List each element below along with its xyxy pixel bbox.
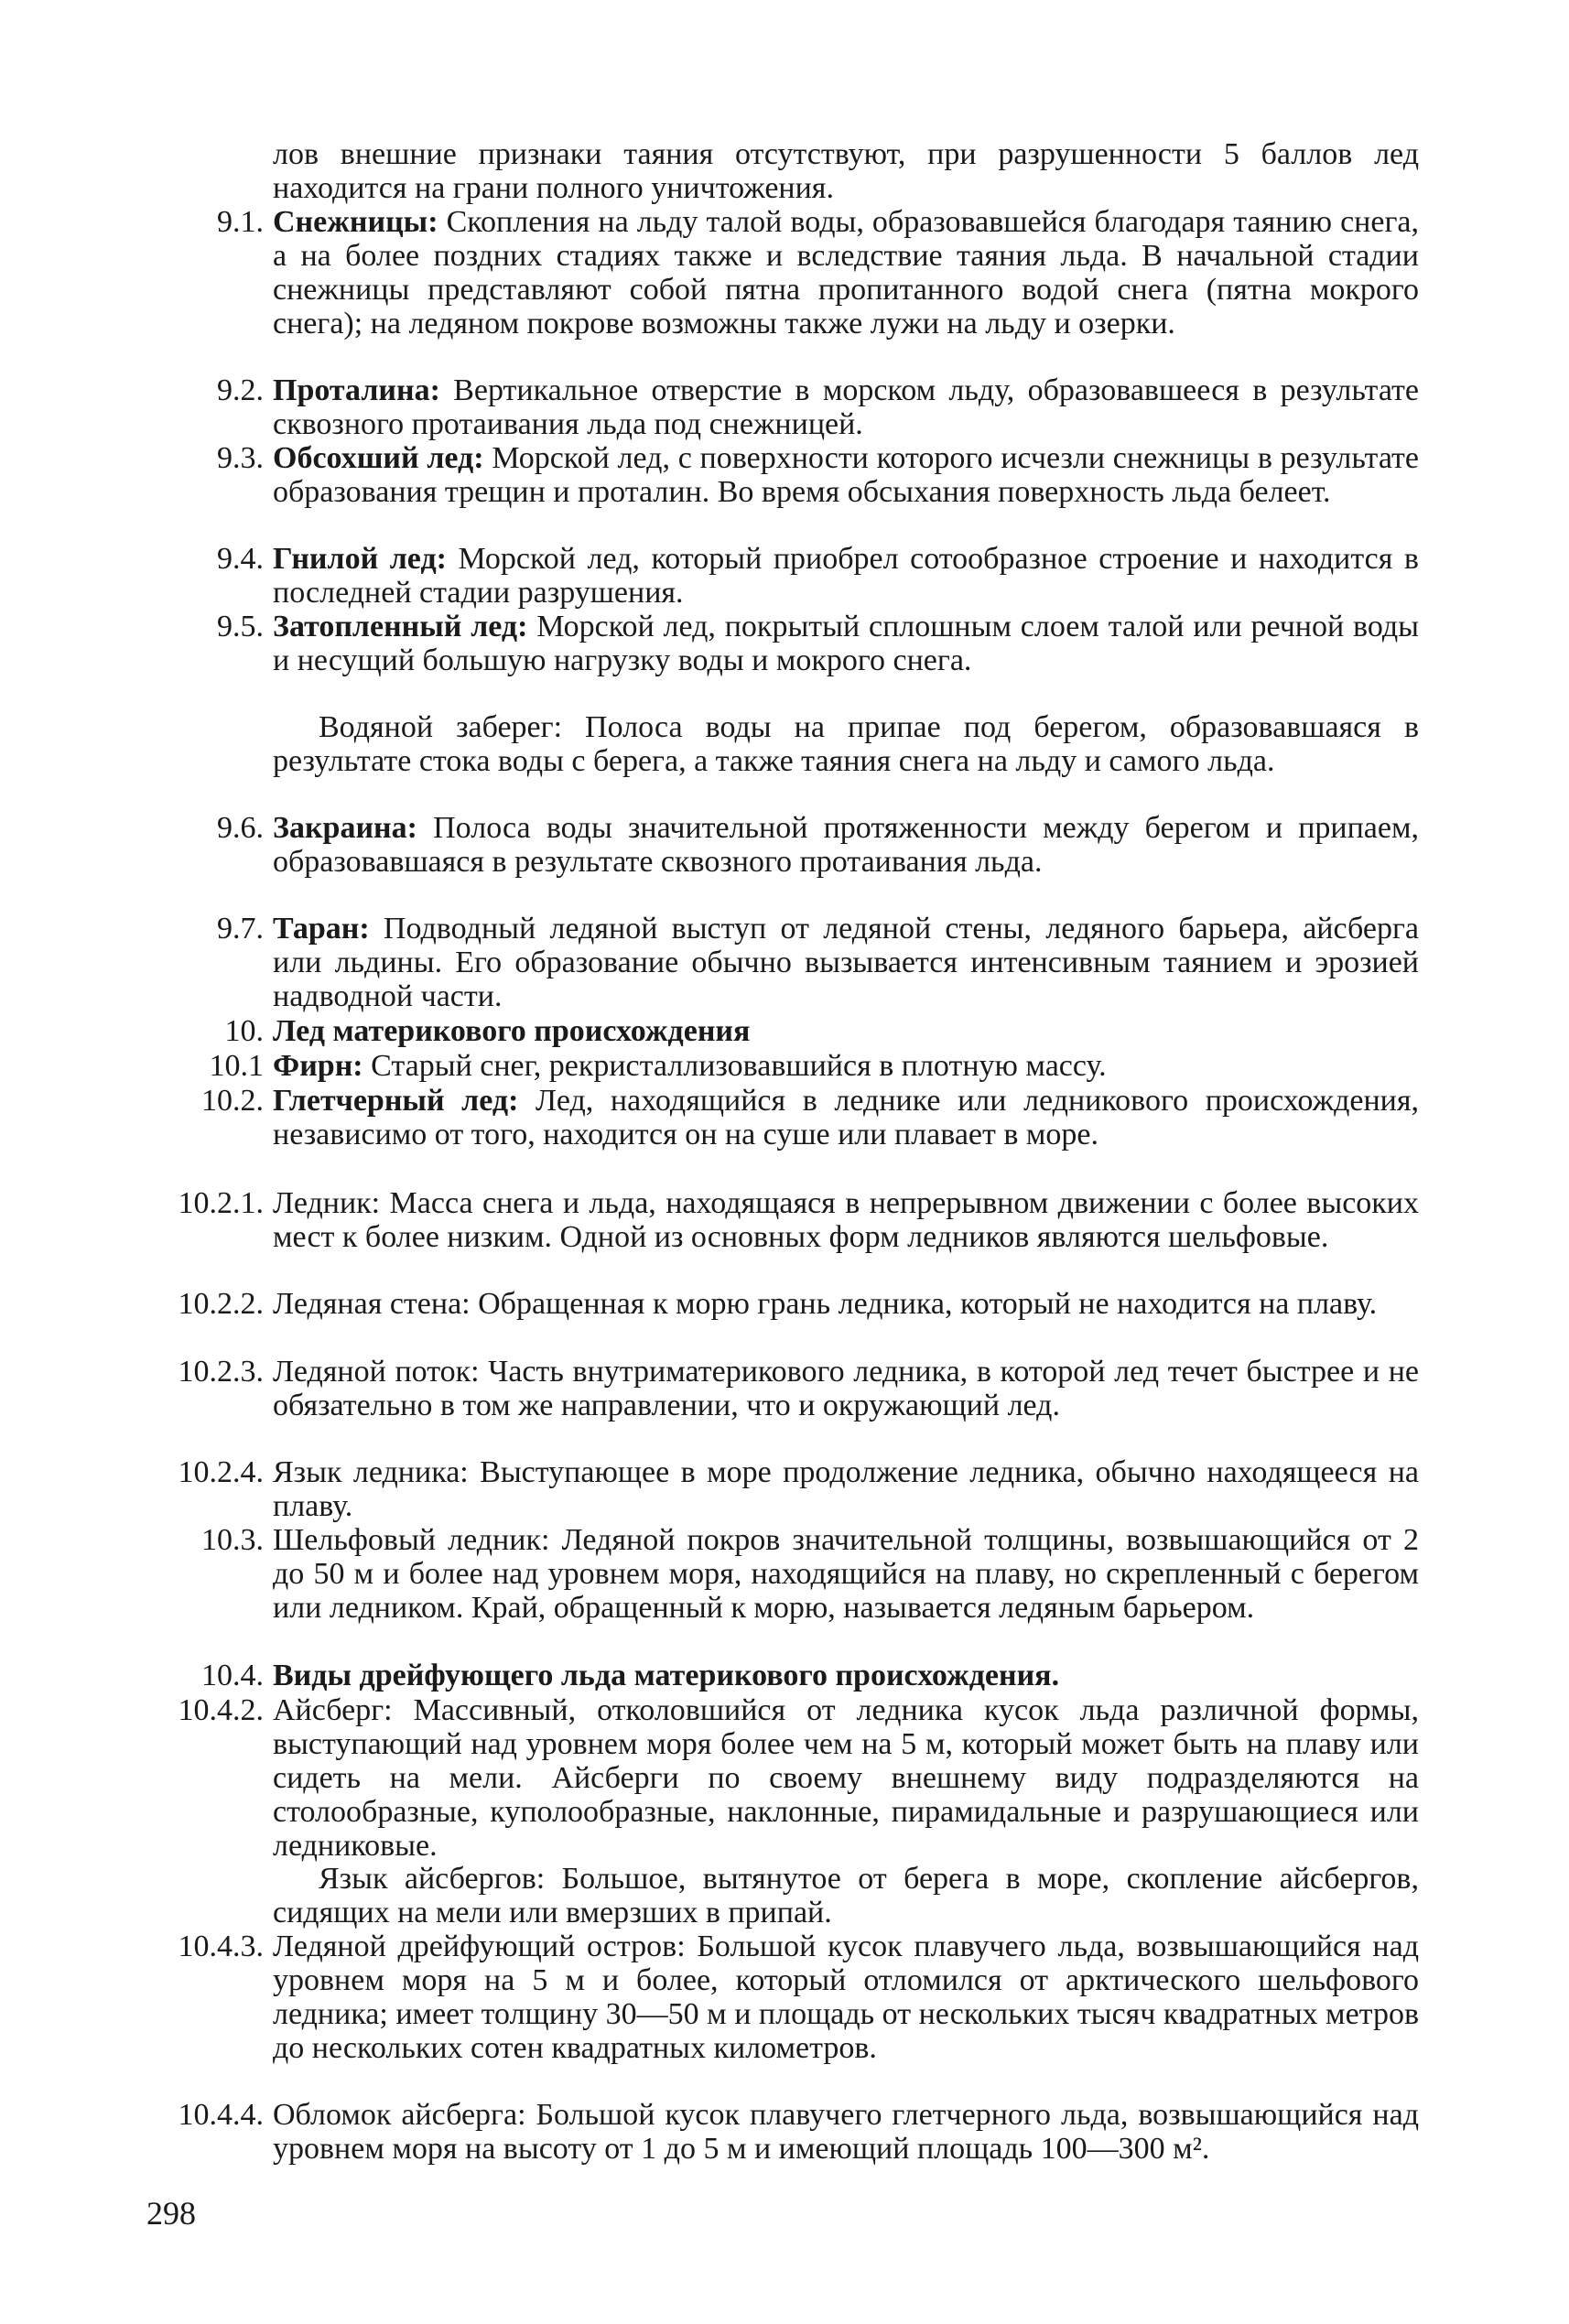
entry-number: 9.5. [217, 610, 264, 643]
entry-text: Морской лед, покрытый сплошным слоем талой или речной воды и несущий большую нагрузку воды и мокрого снега. [273, 610, 1419, 677]
entry-text: Полоса воды значительной протяженности между берегом и припаем, образовавшаяся в результате сквозного протаивания льда. [273, 811, 1419, 879]
entry-10-4-4 [156, 2098, 1419, 2166]
entry-10-4-2 [156, 1693, 1419, 1863]
entry-number: 10.4. [201, 1659, 264, 1692]
entry-number: 9.7. [217, 912, 264, 946]
section-title: Лед материкового происхождения [273, 1014, 751, 1048]
entry-10-4-3 [156, 1929, 1419, 2065]
entry-10-2-4 [156, 1455, 1419, 1523]
entry-term: Закраина: [273, 811, 417, 845]
entry-number: 10.1 [209, 1049, 264, 1083]
entry-9-4 [156, 542, 1419, 610]
entry-9-5 [156, 610, 1419, 677]
entry-term: Гнилой лед: [273, 542, 447, 576]
entry-text: Морской лед, с поверхности которого исчезли снежницы в результате образования трещин и проталин. Во время обсыхания поверхность льда белеет. [273, 441, 1419, 509]
entry-number: 9.3. [217, 441, 264, 475]
entry-9-1 [156, 205, 1419, 340]
entry-text: Ледяной дрейфующий остров: Большой кусок плавучего льда, возвышающийся над уровнем моря на 5 м и более, который отломился от арктического шельфового ледника; имеет толщину 30—50 м и площадь от нескольких тысяч квадратных метров до нескольких сотен квадратных километров. [273, 1929, 1419, 2065]
entry-10-3 [156, 1523, 1419, 1625]
entry-10-2-1 [156, 1186, 1419, 1254]
entry-term: Обсохший лед: [273, 441, 484, 475]
entry-9-2 [156, 373, 1419, 441]
entry-9-7 [156, 912, 1419, 1013]
page-number: 298 [146, 2195, 196, 2232]
entry-text: Ледяная стена: Обращенная к морю грань ледника, который не находится на плаву. [273, 1287, 1378, 1321]
entry-text: Язык ледника: Выступающее в море продолжение ледника, обычно находящееся на плаву. [273, 1455, 1419, 1523]
entry-number: 9.6. [217, 811, 264, 845]
entry-number: 10.4.2. [178, 1693, 264, 1727]
entry-number: 10.2. [201, 1084, 264, 1118]
entry-number: 10. [224, 1014, 264, 1048]
entry-text: Шельфовый ледник: Ледяной покров значительной толщины, возвышающийся от 2 до 50 м и более над уровнем моря, находящийся на плаву, но скрепленный с берегом или ледником. Край, обращенный к морю, называется ледяным барьером. [273, 1523, 1419, 1625]
entry-term: Снежницы: [273, 205, 438, 239]
entry-text: Ледяной поток: Часть внутриматерикового ледника, в которой лед течет быстрее и не обязательно в том же направлении, что и окружающий лед. [273, 1355, 1419, 1422]
entry-text: Вертикальное отверстие в морском льду, образовавшееся в результате сквозного протаивания льда под снежницей. [273, 373, 1419, 441]
entry-text: Айсберг: Массивный, отколовшийся от ледника кусок льда различной формы, выступающий над уровнем моря более чем на 5 м, который может быть на плаву или сидеть на мели. Айсберги по своему внешнему виду подразделяются на столообразные, куполообразные, наклонные, пирамидальные и разрушающиеся или ледниковые. [273, 1693, 1419, 1863]
entry-number: 10.3. [201, 1523, 264, 1557]
entry-term: Таран: [273, 912, 370, 946]
entry-9-3 [156, 441, 1419, 509]
entry-10-2-3 [156, 1355, 1419, 1422]
entry-9-6 [156, 811, 1419, 879]
entry-text: Старый снег, рекристаллизовавшийся в плотную массу. [362, 1049, 1107, 1083]
subentry-yazyk-aysbergov: Язык айсбергов: Большое, вытянутое от берега в море, скопление айсбергов, сидящих на мели или вмерзших в припай. [273, 1862, 1419, 1929]
entry-number: 10.4.4. [178, 2098, 264, 2132]
entry-10-2-2 [156, 1287, 1419, 1321]
entry-text: Морской лед, который приобрел сотообразное строение и находится в последней стадии разрушения. [273, 542, 1419, 610]
entry-number: 10.2.1. [178, 1186, 264, 1220]
entry-term: Фирн: [273, 1049, 363, 1083]
entry-text: Ледник: Масса снега и льда, находящаяся в непрерывном движении с более высоких мест к более низким. Одной из основных форм ледников являются шельфовые. [273, 1186, 1419, 1254]
entry-number: 10.2.3. [178, 1355, 264, 1389]
entry-text: Скопления на льду талой воды, образовавшейся благодаря таянию снега, а на более поздних стадиях также и вследствие таяния льда. В начальной стадии снежницы представляют собой пятна пропитанного водой снега (пятна мокрого снега); на ледяном покрове возможны также лужи на льду и озерки. [273, 205, 1419, 340]
entry-10-2 [156, 1084, 1419, 1151]
entry-number: 9.2. [217, 373, 264, 407]
subentry-vodyanoy-zabereg: Водяной заберег: Полоса воды на припае под берегом, образовавшаяся в результате стока воды с берега, а также таяния снега на льду и самого льда. [273, 710, 1419, 778]
entry-term: Затопленный лед: [273, 610, 528, 643]
section-10-heading [156, 1014, 1419, 1048]
entry-10-4-heading [156, 1659, 1419, 1692]
entry-10-1 [156, 1049, 1419, 1083]
entry-text: Подводный ледяной выступ от ледяной стены, ледяного барьера, айсберга или льдины. Его образование обычно вызывается интенсивным таянием и эрозией надводной части. [273, 912, 1419, 1013]
entry-number: 10.2.4. [178, 1455, 264, 1489]
entry-number: 9.4. [217, 542, 264, 576]
entry-term: Проталина: [273, 373, 440, 407]
entry-term: Глетчерный лед: [273, 1084, 519, 1118]
entry-number: 9.1. [217, 205, 264, 239]
continuation-paragraph: лов внешние признаки таяния отсутствуют, при разрушенности 5 баллов лед находится на грани полного уничтожения. [273, 137, 1419, 205]
entry-number: 10.2.2. [178, 1287, 264, 1321]
section-title: Виды дрейфующего льда материкового происхождения. [273, 1659, 1060, 1692]
entry-text: Лед, находящийся в леднике или ледникового происхождения, независимо от того, находится он на суше или плавает в море. [273, 1084, 1419, 1151]
entry-text: Обломок айсберга: Большой кусок плавучего глетчерного льда, возвышающийся над уровнем моря на высоту от 1 до 5 м и имеющий площадь 100—300 м². [273, 2098, 1419, 2166]
entry-number: 10.4.3. [178, 1929, 264, 1963]
